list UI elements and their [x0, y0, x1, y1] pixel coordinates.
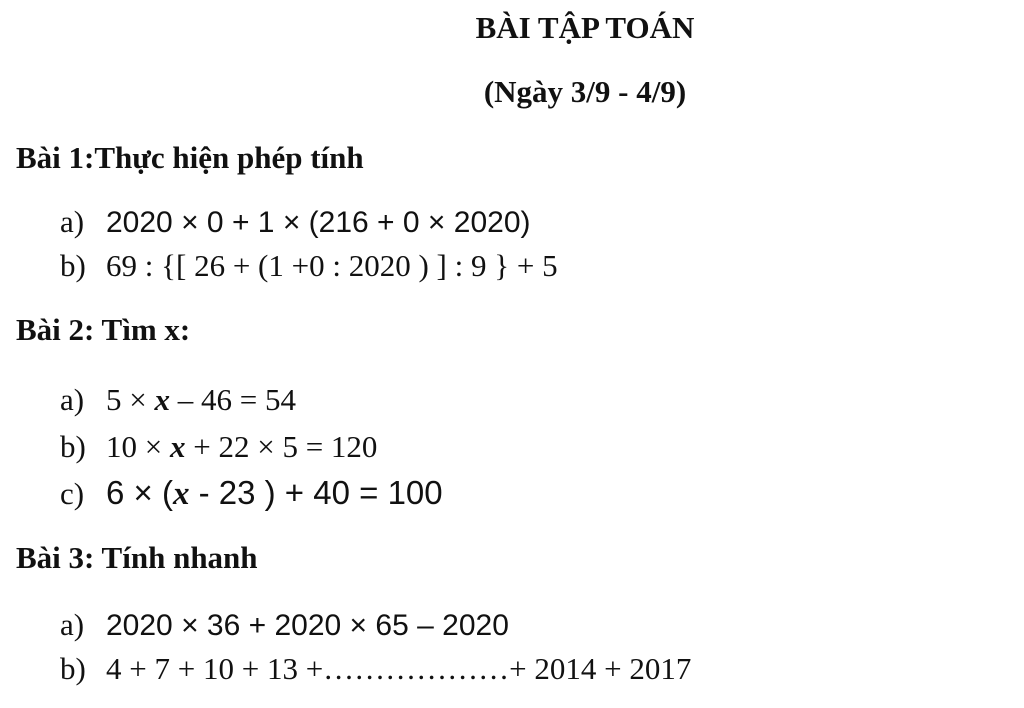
exercise-2-item-c [60, 473, 443, 514]
exercise-2-item-b [60, 427, 377, 467]
item-label: a) [60, 382, 85, 417]
item-expression: 10 × x + 22 × 5 = 120 [106, 429, 378, 464]
document-title: BÀI TẬP TOÁN [475, 10, 695, 45]
exercise-3-heading: Bài 3: Tính nhanh [16, 540, 258, 575]
item-label: b) [60, 651, 86, 686]
exercise-3-item-a [60, 605, 509, 646]
item-label: a) [60, 607, 85, 642]
document-subtitle: (Ngày 3/9 - 4/9) [483, 74, 687, 109]
item-expression: 2020 × 36 + 2020 × 65 – 2020 [106, 609, 509, 642]
item-label: c) [60, 476, 85, 511]
exercise-2-heading: Bài 2: Tìm x: [16, 312, 191, 347]
item-expression: 2020 × 0 + 1 × (216 + 0 × 2020) [106, 206, 531, 239]
exercise-1-item-b [60, 246, 558, 286]
item-expression: 6 × (x - 23 ) + 40 = 100 [106, 474, 443, 512]
item-label: b) [60, 429, 86, 464]
variable-x: x [169, 429, 186, 464]
exercise-1-item-a [60, 202, 531, 243]
item-expression: 4 + 7 + 10 + 13 +………………+ 2014 + 2017 [106, 651, 692, 686]
item-expression: 5 × x – 46 = 54 [106, 382, 296, 417]
variable-x: x [154, 382, 170, 417]
item-expression: 69 : {[ 26 + (1 +0 : 2020 ) ] : 9 } + 5 [106, 248, 558, 283]
exercise-3-item-b [60, 649, 691, 689]
item-label: b) [60, 248, 86, 283]
item-label: a) [60, 204, 85, 239]
exercise-1-heading: Bài 1:Thực hiện phép tính [16, 140, 364, 175]
variable-x: x [172, 476, 190, 512]
exercise-2-item-a [60, 380, 296, 420]
